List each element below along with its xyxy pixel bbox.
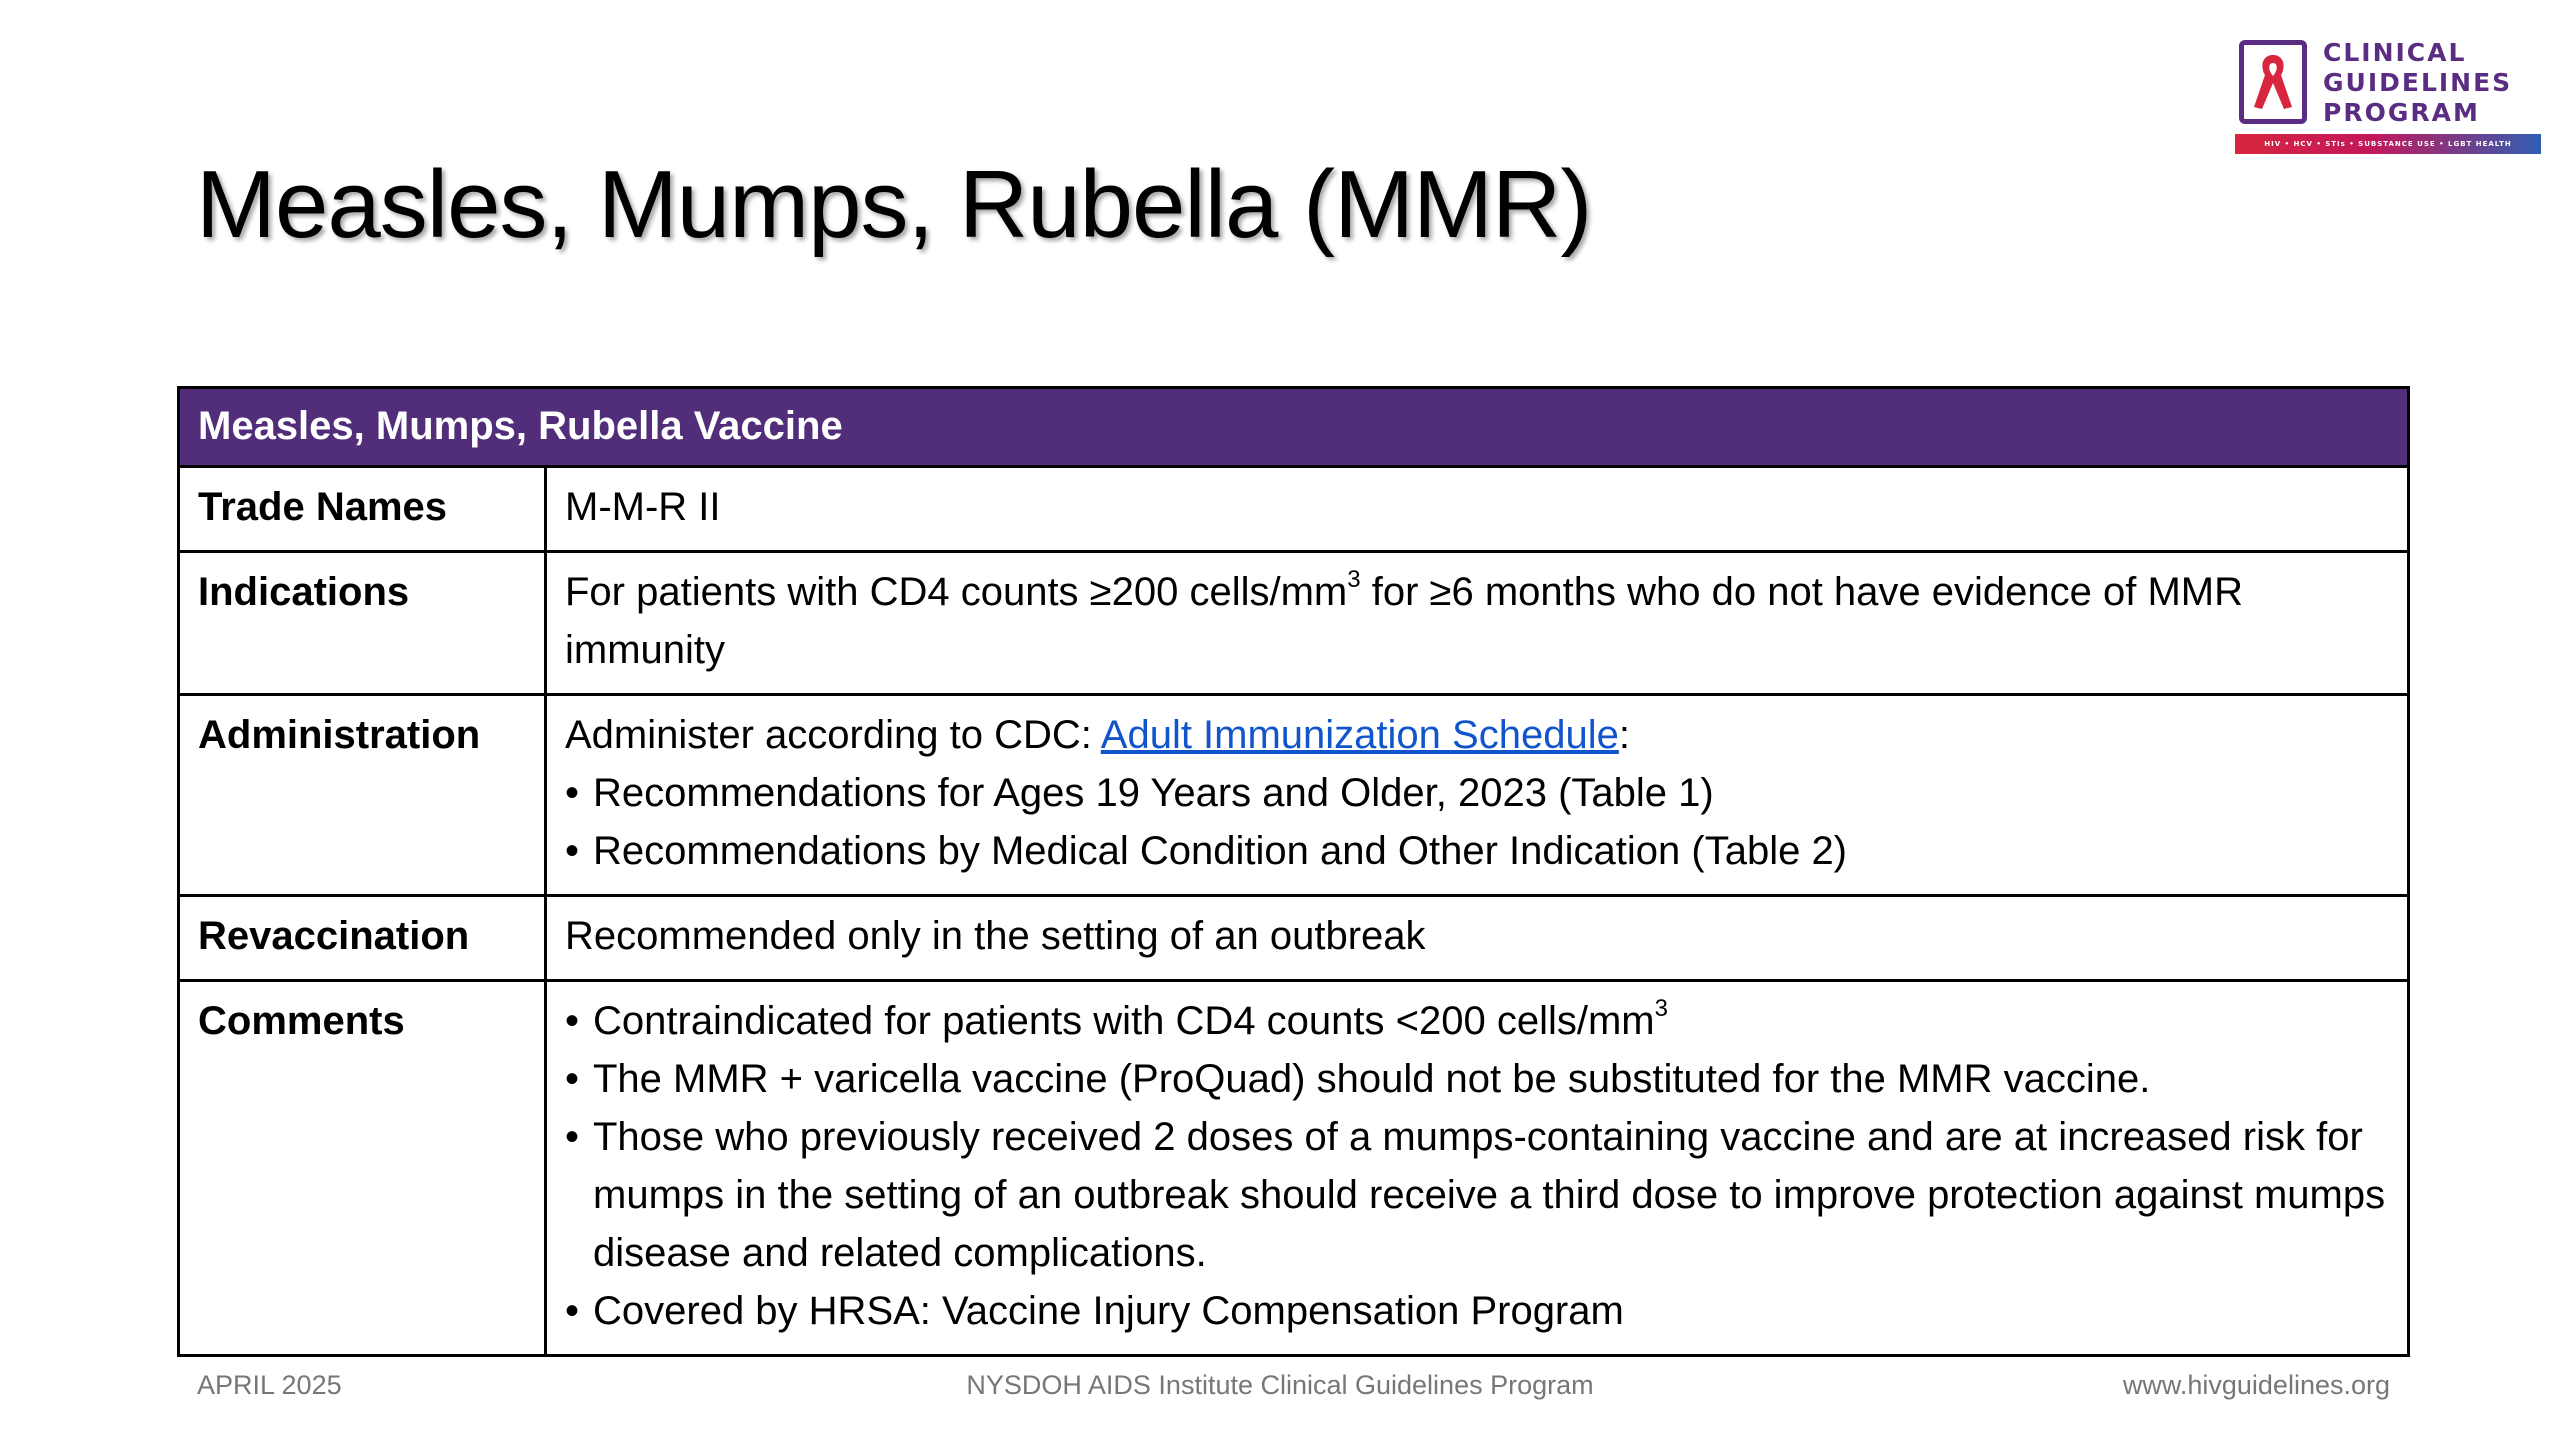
list-item: • Covered by HRSA: Vaccine Injury Compensation Program [565, 1282, 2389, 1340]
list-item: • Recommendations for Ages 19 Years and Older, 2023 (Table 1) [565, 764, 2389, 822]
list-item: • The MMR + varicella vaccine (ProQuad) should not be substituted for the MMR vaccine. [565, 1050, 2389, 1108]
administration-intro: Administer according to CDC: Adult Immunization Schedule: [565, 713, 1630, 757]
table-row-administration [179, 695, 2409, 896]
vaccine-info-table [177, 386, 2410, 1357]
row-value: For patients with CD4 counts ≥200 cells/$mm^3$ for ≥6 months who do not have evidence of MMR immunity [546, 552, 2409, 695]
adult-immunization-schedule-link[interactable]: Adult Immunization Schedule [1100, 713, 1619, 757]
row-label: Revaccination [179, 896, 546, 981]
footer-date: APRIL 2025 [197, 1370, 342, 1400]
table-header-row [179, 388, 2409, 467]
table-row-comments [179, 981, 2409, 1356]
comments-bullets [565, 992, 2389, 1340]
list-item: • Recommendations by Medical Condition and Other Indication (Table 2) [565, 822, 2389, 880]
footer-url: www.hivguidelines.org [2122, 1370, 2390, 1400]
list-item: • Contraindicated for patients with CD4 counts <200 cells/$mm^3$ [565, 992, 2389, 1050]
table-row-revaccination [179, 896, 2409, 981]
table-header: Measles, Mumps, Rubella Vaccine [179, 388, 2409, 467]
red-ribbon-icon [2239, 40, 2307, 124]
logo-text: CLINICAL GUIDELINES PROGRAM [2323, 38, 2513, 127]
logo-tagline-bar [2235, 134, 2541, 154]
slide-title: Measles, Mumps, Rubella (MMR) [196, 151, 1592, 258]
row-label: Comments [179, 981, 546, 1356]
table-row-indications [179, 552, 2409, 695]
row-value [546, 695, 2409, 896]
logo-tagline: HIV • HCV • STIs • SUBSTANCE USE • LGBT HEALTH [2264, 140, 2512, 148]
row-label: Trade Names [179, 467, 546, 552]
table-row-trade-names [179, 467, 2409, 552]
clinical-guidelines-program-logo [2235, 38, 2541, 160]
row-value: Recommended only in the setting of an outbreak [546, 896, 2409, 981]
row-value: M-M-R II [546, 467, 2409, 552]
footer-program: NYSDOH AIDS Institute Clinical Guidelines Program [966, 1370, 1594, 1400]
row-label: Indications [179, 552, 546, 695]
row-label: Administration [179, 695, 546, 896]
row-value [546, 981, 2409, 1356]
administration-bullets [565, 764, 2389, 880]
list-item: • Those who previously received 2 doses of a mumps-containing vaccine and are at increased risk for mumps in the setting of an outbreak should receive a third dose to improve protection against mumps disease and related complications. [565, 1108, 2389, 1282]
